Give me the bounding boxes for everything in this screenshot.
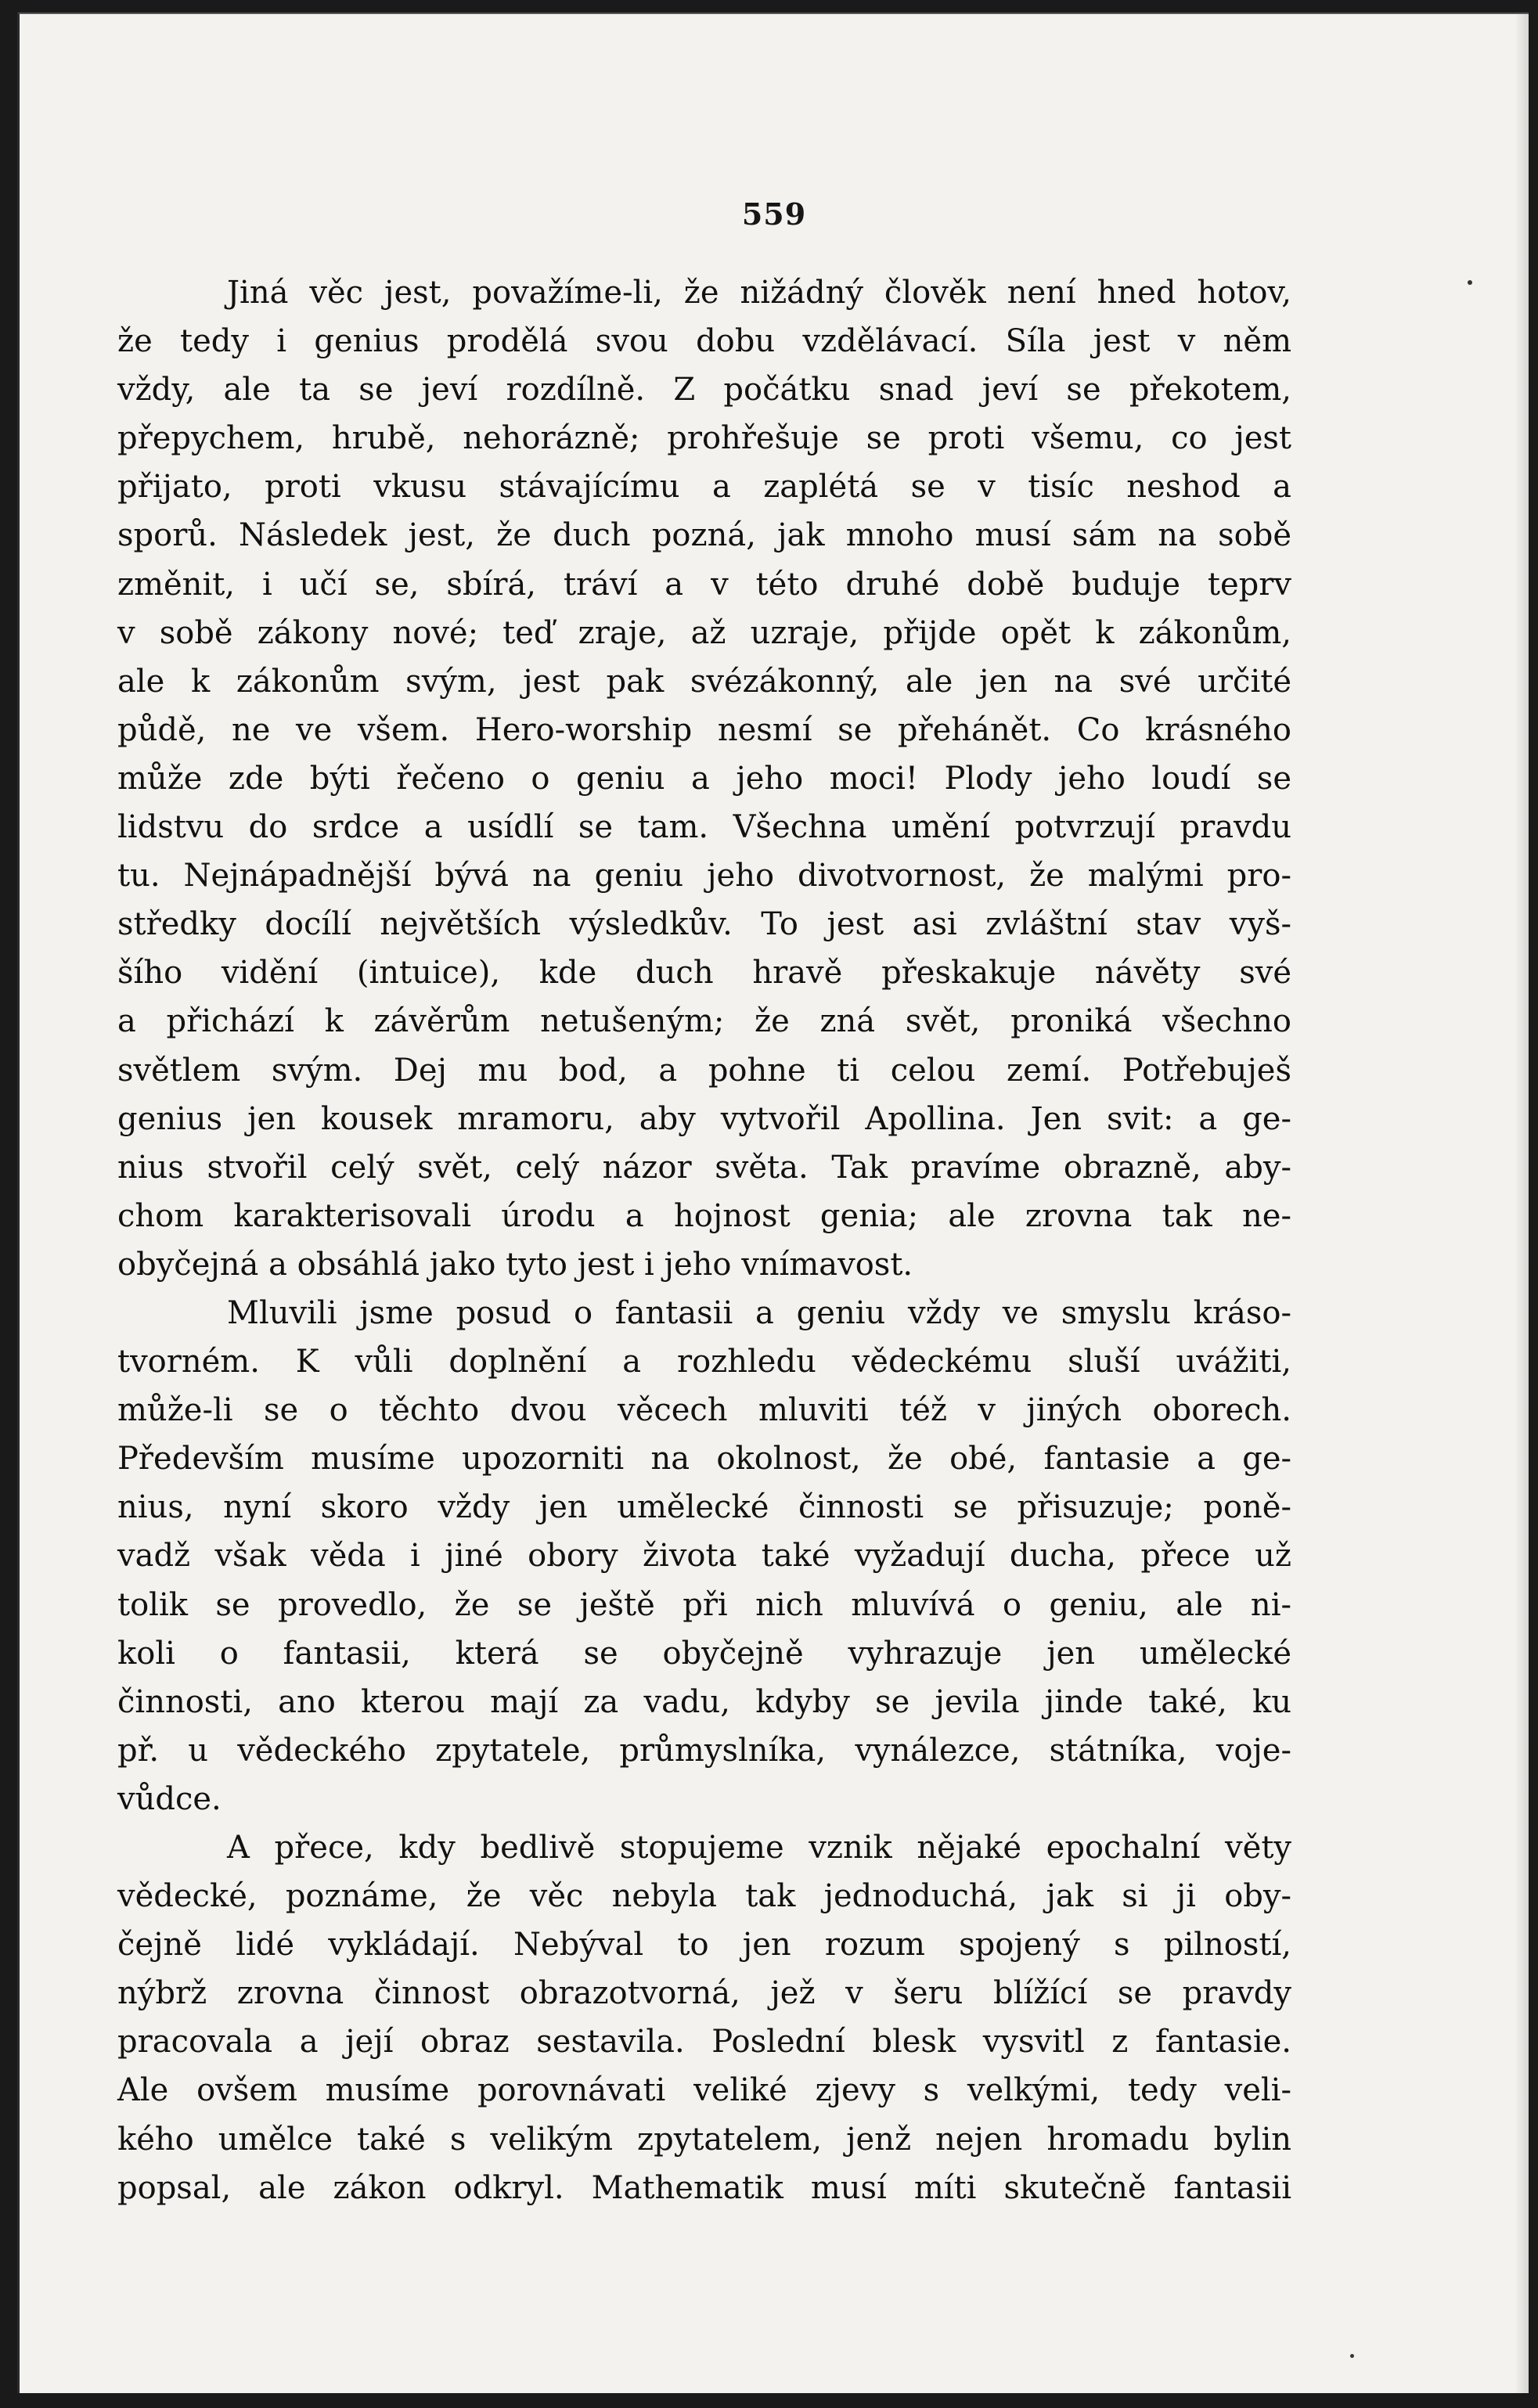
paragraph-3-line: Ale ovšem musíme porovnávati veliké zjevy s velkými, tedy veli- bbox=[117, 2072, 1291, 2109]
paragraph-1-line: ale k zákonům svým, jest pak svézákonný, ale jen na své určité bbox=[117, 663, 1291, 700]
paragraph-1-line: Jiná věc jest, považíme-li, že nižádný člověk není hned hotov, bbox=[227, 275, 1291, 311]
paragraph-2-line: Mluvili jsme posud o fantasii a geniu vždy ve smyslu kráso- bbox=[227, 1294, 1291, 1331]
paragraph-1-line: vždy, ale ta se jeví rozdílně. Z počátku snad jeví se překotem, bbox=[117, 372, 1291, 409]
scan-speck bbox=[1468, 280, 1472, 285]
paragraph-1-line: chom karakterisovali úrodu a hojnost genia; ale zrovna tak ne- bbox=[117, 1197, 1291, 1234]
paragraph-1-line: sporů. Následek jest, že duch pozná, jak mnoho musí sám na sobě bbox=[117, 517, 1291, 554]
paragraph-1-line: půdě, ne ve všem. Hero-worship nesmí se přehánět. Co krásného bbox=[117, 711, 1291, 748]
page-number: 559 bbox=[741, 196, 807, 232]
paragraph-3-line: nýbrž zrovna činnost obrazotvorná, jež v šeru blížící se pravdy bbox=[117, 1975, 1291, 2012]
paragraph-2-line: tvorném. K vůli doplnění a rozhledu vědeckému sluší uvážiti, bbox=[117, 1344, 1291, 1380]
paragraph-1-line: změnit, i učí se, sbírá, tráví a v této druhé době buduje teprv bbox=[117, 566, 1291, 603]
paragraph-2-line: činnosti, ano kterou mají za vadu, kdyby se jevila jinde také, ku bbox=[117, 1683, 1291, 1720]
paragraph-1-line: přijato, proti vkusu stávajícímu a zaplétá se v tisíc neshod a bbox=[117, 469, 1291, 506]
book-page bbox=[17, 13, 1529, 2393]
paragraph-1-line: tu. Nejnápadnější bývá na geniu jeho divotvornost, že malými pro- bbox=[117, 858, 1291, 894]
paragraph-3-line: A přece, kdy bedlivě stopujeme vznik nějaké epochalní věty bbox=[227, 1830, 1291, 1866]
paragraph-1-line: že tedy i genius prodělá svou dobu vzdělávací. Síla jest v něm bbox=[117, 323, 1291, 360]
paragraph-3-line: popsal, ale zákon odkryl. Mathematik musí míti skutečně fantasii bbox=[117, 2169, 1291, 2206]
paragraph-2-line: Především musíme upozorniti na okolnost, že obé, fantasie a ge- bbox=[117, 1441, 1291, 1478]
paragraph-1-line: světlem svým. Dej mu bod, a pohne ti celou zemí. Potřebuješ bbox=[117, 1052, 1291, 1089]
page-edge-shadow bbox=[1515, 14, 1529, 2393]
paragraph-3-line: pracovala a její obraz sestavila. Poslední blesk vysvitl z fantasie. bbox=[117, 2024, 1291, 2061]
paragraph-2-line: vadž však věda i jiné obory života také vyžadují ducha, přece už bbox=[117, 1538, 1291, 1575]
paragraph-1-line: přepychem, hrubě, nehorázně; prohřešuje se proti všemu, co jest bbox=[117, 420, 1291, 457]
paragraph-1-line: šího vidění (intuice), kde duch hravě přeskakuje návěty své bbox=[117, 955, 1291, 992]
paragraph-2-line: vůdce. bbox=[117, 1780, 222, 1817]
paragraph-1-line: obyčejná a obsáhlá jako tyto jest i jeho vnímavost. bbox=[117, 1246, 913, 1283]
paragraph-1-line: může zde býti řečeno o geniu a jeho moci! Plody jeho loudí se bbox=[117, 760, 1291, 797]
paragraph-2-line: tolik se provedlo, že se ještě při nich mluvívá o geniu, ale ni- bbox=[117, 1586, 1291, 1623]
paragraph-1-line: genius jen kousek mramoru, aby vytvořil Apollina. Jen svit: a ge- bbox=[117, 1100, 1291, 1137]
paragraph-1-line: středky docílí největších výsledkův. To jest asi zvláštní stav vyš- bbox=[117, 906, 1291, 943]
paragraph-3-line: vědecké, poznáme, že věc nebyla tak jednoduchá, jak si ji oby- bbox=[117, 1878, 1291, 1915]
scan-speck bbox=[1350, 2354, 1354, 2358]
paragraph-1-line: lidstvu do srdce a usídlí se tam. Všechna umění potvrzují pravdu bbox=[117, 809, 1291, 846]
paragraph-1-line: nius stvořil celý svět, celý názor světa. Tak pravíme obrazně, aby- bbox=[117, 1149, 1291, 1186]
paragraph-2-line: př. u vědeckého zpytatele, průmyslníka, vynálezce, státníka, voje- bbox=[117, 1732, 1291, 1769]
body-text bbox=[117, 268, 1291, 2212]
paragraph-3-line: kého umělce také s velikým zpytatelem, jenž nejen hromadu bylin bbox=[117, 2121, 1291, 2158]
paragraph-3-line: čejně lidé vykládají. Nebýval to jen rozum spojený s pilností, bbox=[117, 1927, 1291, 1963]
paragraph-1-line: v sobě zákony nové; teď zraje, až uzraje, přijde opět k zákonům, bbox=[117, 614, 1291, 651]
paragraph-2-line: koli o fantasii, která se obyčejně vyhrazuje jen umělecké bbox=[117, 1635, 1291, 1672]
paragraph-1-line: a přichází k závěrům netušeným; že zná svět, proniká všechno bbox=[117, 1003, 1291, 1040]
paragraph-2-line: může-li se o těchto dvou věcech mluviti též v jiných oborech. bbox=[117, 1392, 1291, 1429]
paragraph-2-line: nius, nyní skoro vždy jen umělecké činnosti se přisuzuje; poně- bbox=[117, 1489, 1291, 1526]
